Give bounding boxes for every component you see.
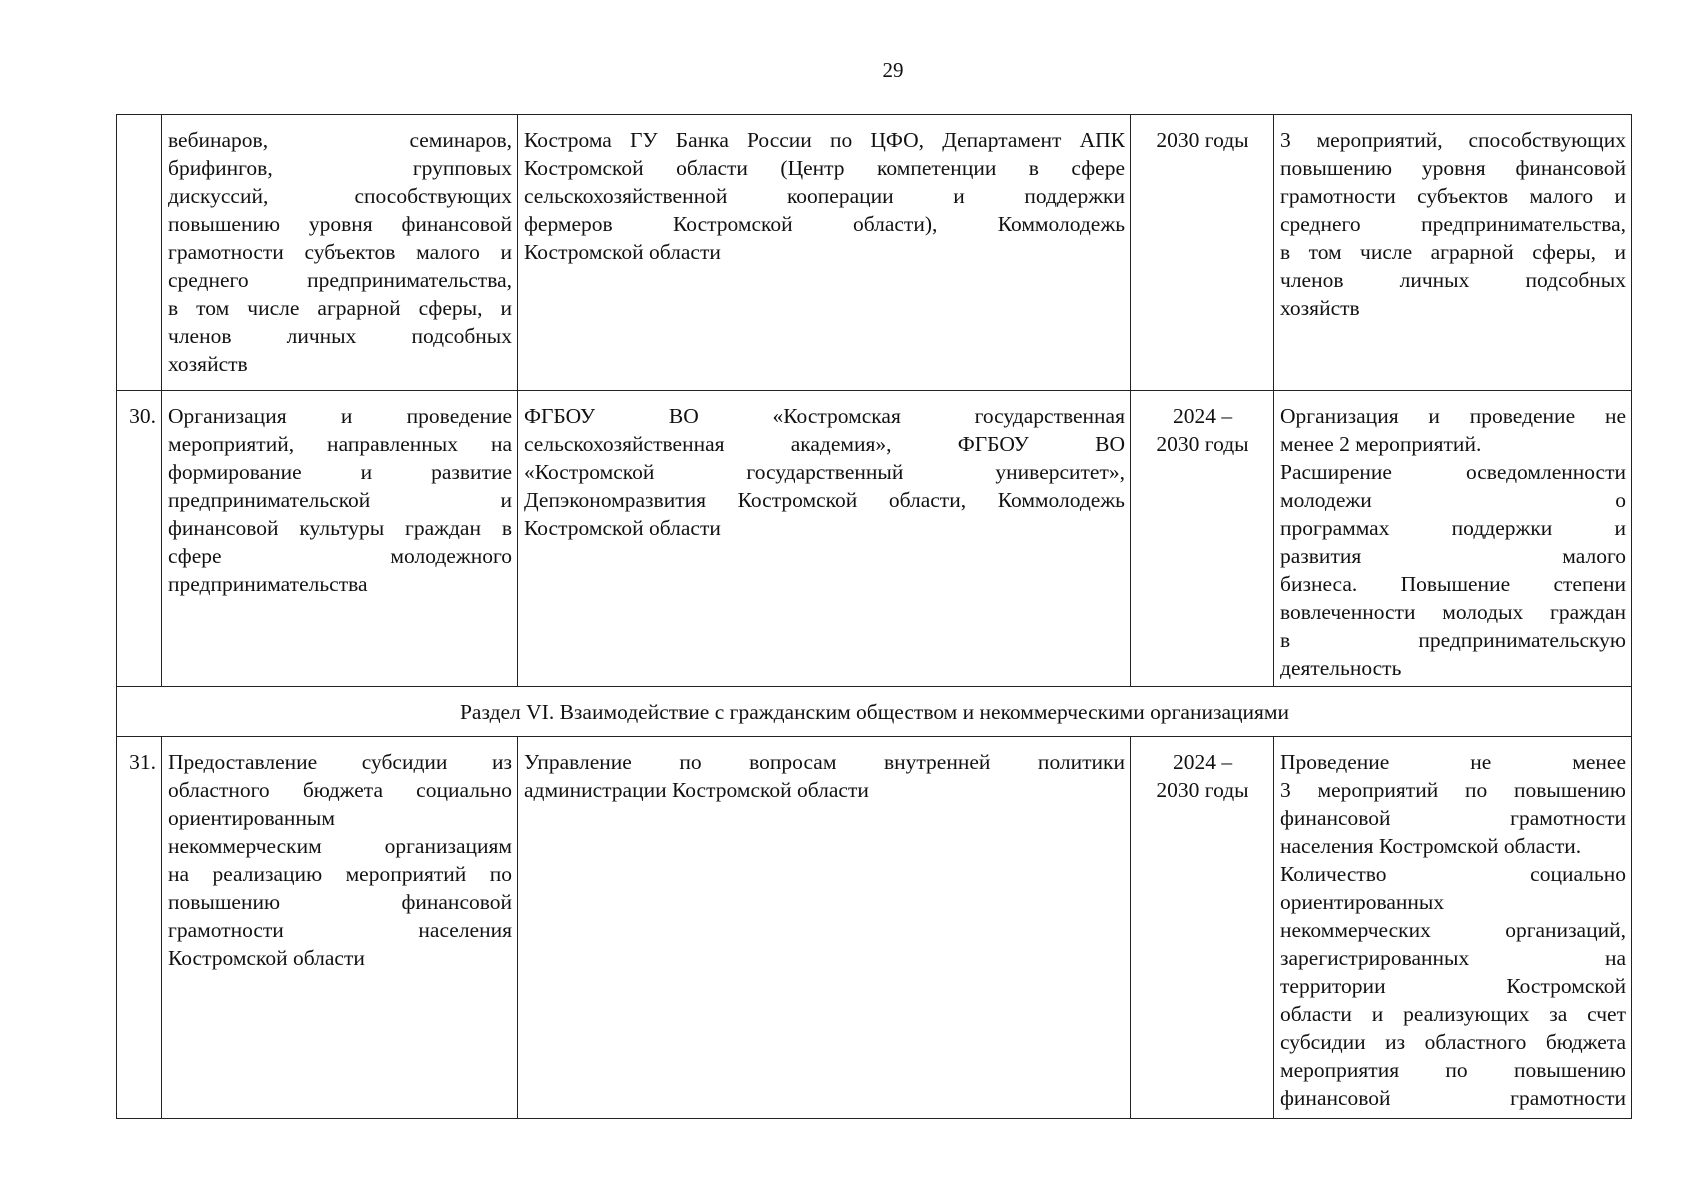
measure-name (162, 115, 518, 391)
text-line: мероприятия по повышению (1280, 1058, 1626, 1082)
term (1131, 737, 1274, 1119)
text-line: бизнеса. Повышение степени (1280, 572, 1626, 596)
measure-name (162, 737, 518, 1119)
expected-result (1274, 115, 1632, 391)
text-line: программах поддержки и (1280, 516, 1626, 540)
row-number: 31. (117, 737, 162, 1119)
text-line: сфере молодежного (168, 544, 512, 568)
row-number (117, 115, 162, 391)
text-line: предпринимательства (168, 572, 368, 596)
text-line: членов личных подсобных (168, 324, 512, 348)
text-line: Организация и проведение (168, 404, 512, 428)
text-line: развития малого (1280, 544, 1626, 568)
text-line: в том числе аграрной сферы, и (1280, 240, 1626, 264)
text-line: вовлеченности молодых граждан (1280, 600, 1626, 624)
expected-result (1274, 391, 1632, 687)
text-line: населения Костромской области. (1280, 834, 1582, 858)
text-line: 2030 годы (1156, 432, 1249, 456)
text-line: мероприятий, направленных на (168, 432, 512, 456)
text-line: Расширение осведомленности (1280, 460, 1626, 484)
measures-table (116, 114, 1632, 1119)
term (1131, 391, 1274, 687)
text-line: Костромской области (Центр компетенции в сфере (524, 156, 1125, 180)
text-line: членов личных подсобных (1280, 268, 1626, 292)
section-row (117, 687, 1632, 737)
executor (518, 391, 1131, 687)
text-line: ФГБОУ ВО «Костромская государственная (524, 404, 1125, 428)
executor (518, 737, 1131, 1119)
text-line: в предпринимательскую (1280, 628, 1626, 652)
text-line: дискуссий, способствующих (168, 184, 512, 208)
text-line: сельскохозяйственной кооперации и поддержки (524, 184, 1125, 208)
term (1131, 115, 1274, 391)
text-line: ориентированных (1280, 890, 1445, 914)
text-line: финансовой грамотности (1280, 1086, 1626, 1110)
executor (518, 115, 1131, 391)
text-line: зарегистрированных на (1280, 946, 1626, 970)
table-row (117, 737, 1632, 1119)
text-line: формирование и развитие (168, 460, 512, 484)
text-line: брифингов, групповых (168, 156, 512, 180)
text-line: грамотности населения (168, 918, 512, 942)
text-line: 3 мероприятий, способствующих (1280, 128, 1626, 152)
text-line: грамотности субъектов малого и (168, 240, 512, 264)
row-number: 30. (117, 391, 162, 687)
text-line: хозяйств (1280, 296, 1360, 320)
text-line: 3 мероприятий по повышению (1280, 778, 1626, 802)
table-row (117, 115, 1632, 391)
text-line: Предоставление субсидии из (168, 750, 512, 774)
expected-result (1274, 737, 1632, 1119)
text-line: Управление по вопросам внутренней политики (524, 750, 1125, 774)
text-line: 2030 годы (1156, 128, 1249, 152)
text-line: среднего предпринимательства, (168, 268, 512, 292)
text-line: повышению финансовой (168, 890, 512, 914)
text-line: 2030 годы (1156, 778, 1249, 802)
text-line: Организация и проведение не (1280, 404, 1626, 428)
text-line: на реализацию мероприятий по (168, 862, 512, 886)
text-line: в том числе аграрной сферы, и (168, 296, 512, 320)
page-number: 29 (882, 58, 904, 82)
table-row (117, 391, 1632, 687)
text-line: областного бюджета социально (168, 778, 512, 802)
text-line: грамотности субъектов малого и (1280, 184, 1626, 208)
text-line: области и реализующих за счет (1280, 1002, 1626, 1026)
text-line: территории Костромской (1280, 974, 1626, 998)
text-line: повышению уровня финансовой (168, 212, 512, 236)
text-line: финансовой культуры граждан в (168, 516, 512, 540)
text-line: сельскохозяйственная академия», ФГБОУ ВО (524, 432, 1125, 456)
text-line: Проведение не менее (1280, 750, 1626, 774)
text-line: хозяйств (168, 352, 248, 376)
text-line: предпринимательской и (168, 488, 512, 512)
section-heading: Раздел VI. Взаимодействие с гражданским обществом и некоммерческими организациями (117, 687, 1632, 737)
text-line: некоммерческим организациям (168, 834, 512, 858)
text-line: 2024 – (1172, 404, 1233, 428)
text-line: администрации Костромской области (524, 778, 869, 802)
text-line: фермеров Костромской области), Коммолодежь (524, 212, 1125, 236)
text-line: финансовой грамотности (1280, 806, 1626, 830)
text-line: менее 2 мероприятий. (1280, 432, 1482, 456)
text-line: Депэкономразвития Костромской области, Коммолодежь (524, 488, 1125, 512)
text-line: вебинаров, семинаров, (168, 128, 512, 152)
text-line: «Костромской государственный университет», (524, 460, 1125, 484)
measure-name (162, 391, 518, 687)
text-line: молодежи о (1280, 488, 1626, 512)
text-line: деятельность (1280, 656, 1402, 680)
text-line: повышению уровня финансовой (1280, 156, 1626, 180)
text-line: Костромской области (168, 946, 365, 970)
text-line: Костромской области (524, 240, 721, 264)
text-line: Количество социально (1280, 862, 1626, 886)
text-line: среднего предпринимательства, (1280, 212, 1626, 236)
text-line: некоммерческих организаций, (1280, 918, 1626, 942)
text-line: Кострома ГУ Банка России по ЦФО, Департамент АПК (524, 128, 1125, 152)
text-line: ориентированным (168, 806, 335, 830)
text-line: субсидии из областного бюджета (1280, 1030, 1626, 1054)
text-line: Костромской области (524, 516, 721, 540)
text-line: 2024 – (1172, 750, 1233, 774)
